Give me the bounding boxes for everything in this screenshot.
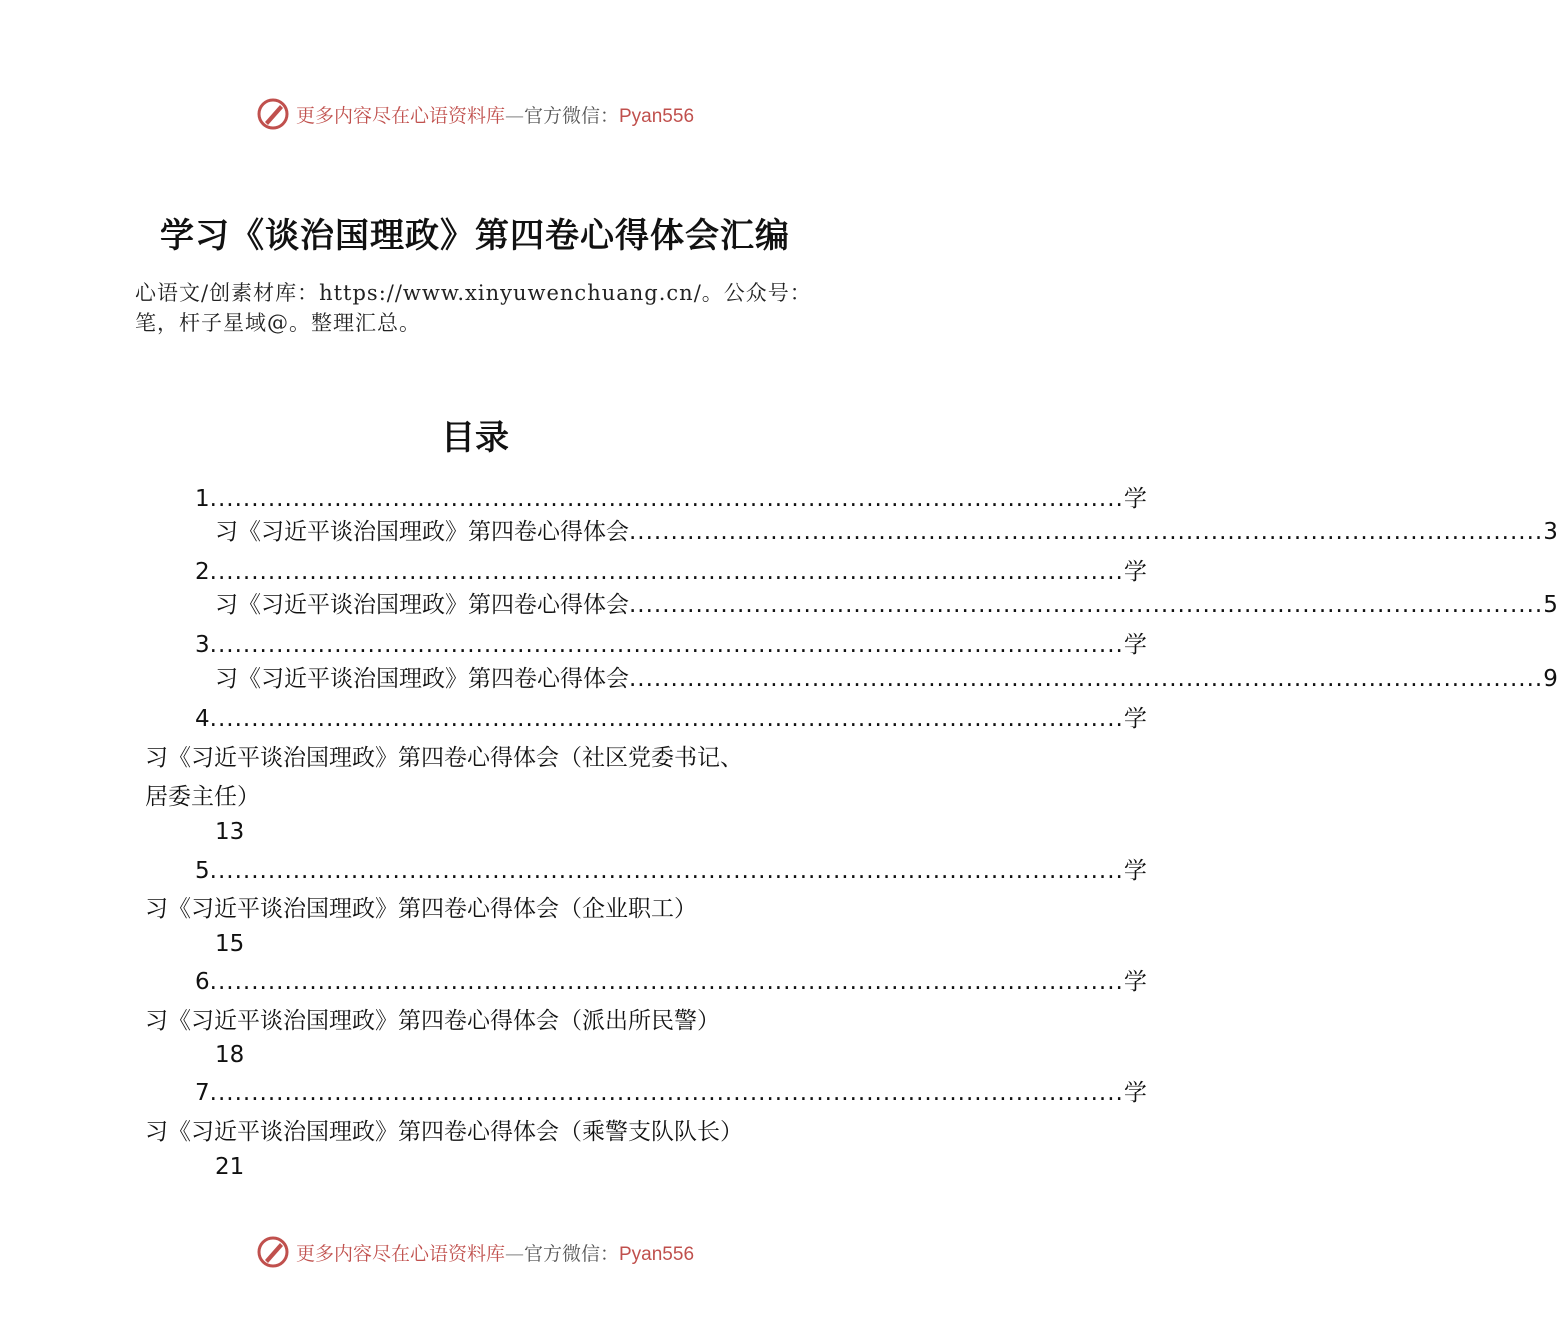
dot-leader: .............................................................................................................. [209, 1080, 1124, 1106]
toc-entry-text: 学 [1123, 858, 1147, 884]
toc-entry-text[interactable]: 习《习近平谈治国理政》第四卷心得体会（企业职工） [145, 896, 697, 922]
dot-leader: .............................................................................................................. [209, 559, 1124, 585]
dot-leader: .............................................................................................................. [209, 969, 1124, 995]
toc-entry-text: 学 [1123, 559, 1147, 585]
toc-entry-text: 学 [1123, 706, 1147, 732]
toc-page-number: 9 [1543, 666, 1558, 692]
intro-line: 笔，杆子星域@。整理汇总。 [135, 311, 421, 335]
toc-entry-number: 4 [195, 706, 210, 732]
toc-entry-line[interactable] [215, 662, 1558, 696]
toc-heading: 目录 [441, 418, 509, 458]
toc-entry-leader[interactable] [195, 1076, 1147, 1110]
intro-paragraph [135, 278, 875, 338]
pen-logo-icon [256, 97, 290, 131]
toc-entry-number: 1 [195, 486, 210, 512]
toc-entry-leader[interactable] [195, 482, 1147, 516]
toc-entry-text[interactable]: 习《习近平谈治国理政》第四卷心得体会（社区党委书记、 [145, 745, 743, 771]
toc-entry-number: 7 [195, 1080, 210, 1106]
toc-entry-leader[interactable] [195, 854, 1147, 888]
toc-entry-text: 习《习近平谈治国理政》第四卷心得体会 [215, 592, 629, 618]
toc-entry-number: 5 [195, 858, 210, 884]
header-banner [0, 94, 950, 134]
dot-leader: .............................................................................................................. [209, 632, 1124, 658]
toc-entry-text[interactable]: 习《习近平谈治国理政》第四卷心得体会（乘警支队队长） [145, 1119, 743, 1145]
dot-leader: .............................................................................................................. [629, 592, 1544, 618]
footer-banner [0, 1232, 950, 1272]
toc-entry-text[interactable]: 居委主任） [145, 784, 260, 810]
intro-line: 心语文/创素材库：https://www.xinyuwenchuang.cn/。公众号： [135, 281, 812, 305]
toc-entry-text: 学 [1123, 1080, 1147, 1106]
toc-entry-line[interactable] [215, 515, 1558, 549]
toc-page-number: 5 [1543, 592, 1558, 618]
toc-entry-text: 学 [1123, 969, 1147, 995]
toc-entry-text: 习《习近平谈治国理政》第四卷心得体会 [215, 666, 629, 692]
toc-page-number: 3 [1543, 519, 1558, 545]
toc-entry-line[interactable] [215, 588, 1558, 622]
toc-page-number[interactable]: 15 [215, 931, 245, 957]
dot-leader: .............................................................................................................. [209, 486, 1124, 512]
toc-entry-number: 6 [195, 969, 210, 995]
toc-entry-number: 2 [195, 559, 210, 585]
pen-logo-icon [256, 1235, 290, 1269]
dot-leader: .............................................................................................................. [209, 706, 1124, 732]
banner-text: 更多内容尽在心语资料库—官方微信：Pyan556 [295, 104, 695, 127]
toc-entry-number: 3 [195, 632, 210, 658]
toc-entry-text[interactable]: 习《习近平谈治国理政》第四卷心得体会（派出所民警） [145, 1008, 720, 1034]
toc-entry-leader[interactable] [195, 628, 1147, 662]
dot-leader: .............................................................................................................. [629, 666, 1544, 692]
toc-entry-leader[interactable] [195, 555, 1147, 589]
document-title: 学习《谈治国理政》第四卷心得体会汇编 [160, 216, 790, 256]
toc-entry-text: 学 [1123, 486, 1147, 512]
toc-entry-leader[interactable] [195, 702, 1147, 736]
toc-entry-text: 学 [1123, 632, 1147, 658]
dot-leader: .............................................................................................................. [209, 858, 1124, 884]
toc-page-number[interactable]: 21 [215, 1154, 245, 1180]
banner-text: 更多内容尽在心语资料库—官方微信：Pyan556 [295, 1242, 695, 1265]
toc-page-number[interactable]: 13 [215, 819, 245, 845]
toc-page-number[interactable]: 18 [215, 1042, 245, 1068]
toc-entry-leader[interactable] [195, 965, 1147, 999]
dot-leader: .............................................................................................................. [629, 519, 1544, 545]
toc-entry-text: 习《习近平谈治国理政》第四卷心得体会 [215, 519, 629, 545]
